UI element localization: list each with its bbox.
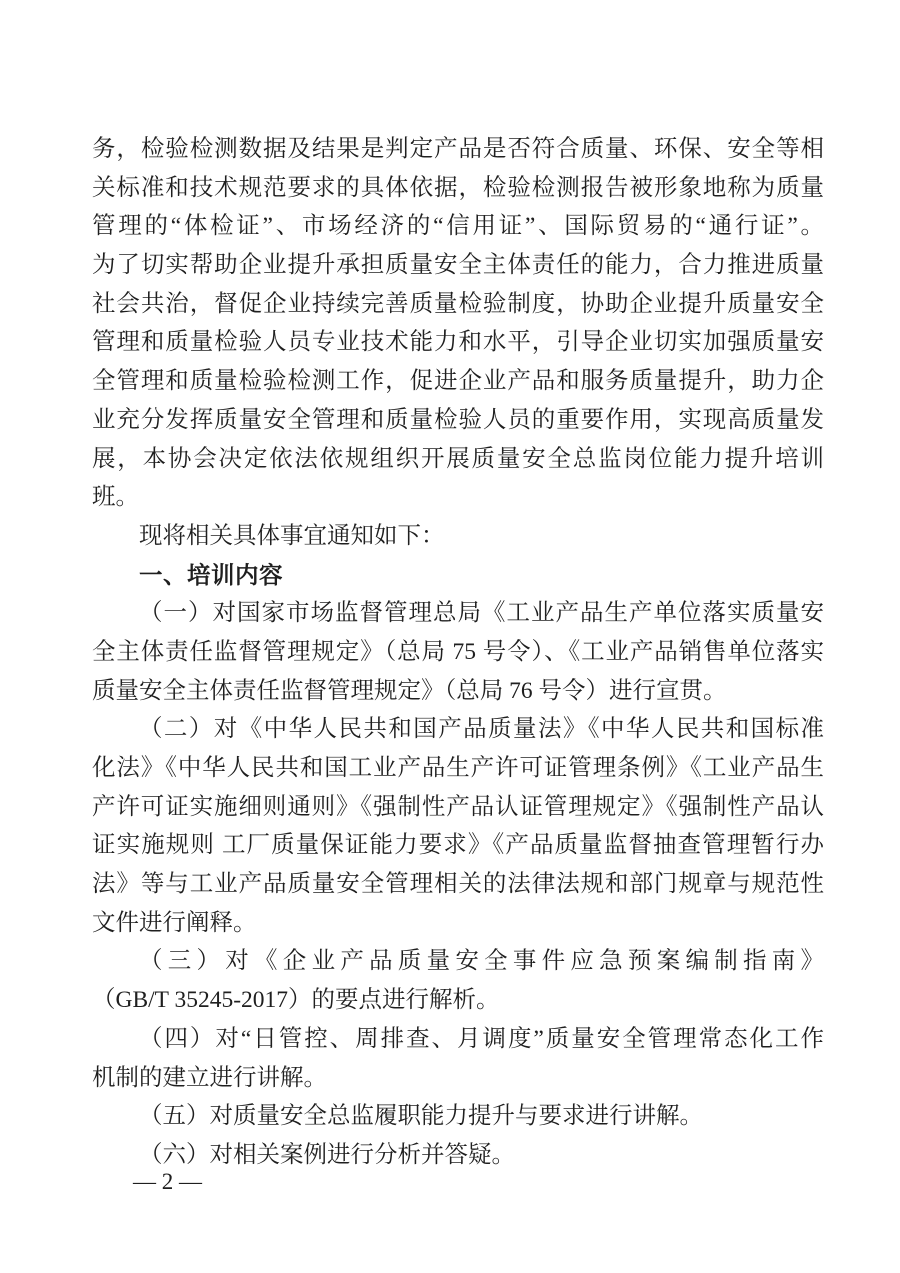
text-line: 法》等与工业产品质量安全管理相关的法律法规和部门规章与规范性 [92, 871, 824, 898]
text-line: 班。 [92, 484, 139, 511]
text-line: （一）对国家市场监督管理总局《工业产品生产单位落实质量安 [139, 600, 824, 627]
text-line: 机制的建立进行讲解。 [92, 1064, 327, 1091]
text-line: （二）对《中华人民共和国产品质量法》《中华人民共和国标准 [139, 716, 824, 743]
document-body [92, 130, 824, 1175]
text-line: 管理的“体检证”、市场经济的“信用证”、国际贸易的“通行证”。 [92, 213, 824, 240]
text-line: （GB/T 35245-2017）的要点进行解析。 [92, 987, 500, 1014]
text-line: 社会共治，督促企业持续完善质量检验制度，协助企业提升质量安全 [92, 290, 824, 317]
text-line: （三）对《企业产品质量安全事件应急预案编制指南》 [139, 948, 824, 975]
text-line: 务，检验检测数据及结果是判定产品是否符合质量、环保、安全等相 [92, 136, 824, 162]
section-heading: 一、培训内容 [139, 561, 283, 588]
text-line: 全主体责任监督管理规定》（总局 75 号令）、《工业产品销售单位落实 [92, 638, 824, 665]
text-line: 为了切实帮助企业提升承担质量安全主体责任的能力，合力推进质量 [92, 252, 824, 279]
text-line: （六）对相关案例进行分析并答疑。 [139, 1141, 515, 1168]
text-line: 管理和质量检验人员专业技术能力和水平，引导企业切实加强质量安 [92, 329, 824, 356]
text-line: 质量安全主体责任监督管理规定》（总局 76 号令）进行宣贯。 [92, 677, 727, 704]
text-line: 证实施规则 工厂质量保证能力要求》《产品质量监督抽查管理暂行办 [92, 832, 824, 859]
text-line: 产许可证实施细则通则》《强制性产品认证管理规定》《强制性产品认 [92, 793, 824, 820]
text-line: 展，本协会决定依法依规组织开展质量安全总监岗位能力提升培训 [92, 445, 824, 472]
text-line: 全管理和质量检验检测工作，促进企业产品和服务质量提升，助力企 [92, 368, 824, 395]
text-line: （五）对质量安全总监履职能力提升与要求进行讲解。 [139, 1103, 703, 1130]
text-line: 业充分发挥质量安全管理和质量检验人员的重要作用，实现高质量发 [92, 406, 824, 433]
page-number: — 2 — [133, 1169, 202, 1194]
text-line: 关标准和技术规范要求的具体依据，检验检测报告被形象地称为质量 [92, 174, 824, 201]
text-line: 现将相关具体事宜通知如下： [139, 522, 445, 549]
text-line: （四）对“日管控、周排查、月调度”质量安全管理常态化工作 [139, 1025, 824, 1052]
text-line: 文件进行阐释。 [92, 909, 257, 936]
text-line: 化法》《中华人民共和国工业产品生产许可证管理条例》《工业产品生 [92, 755, 824, 781]
